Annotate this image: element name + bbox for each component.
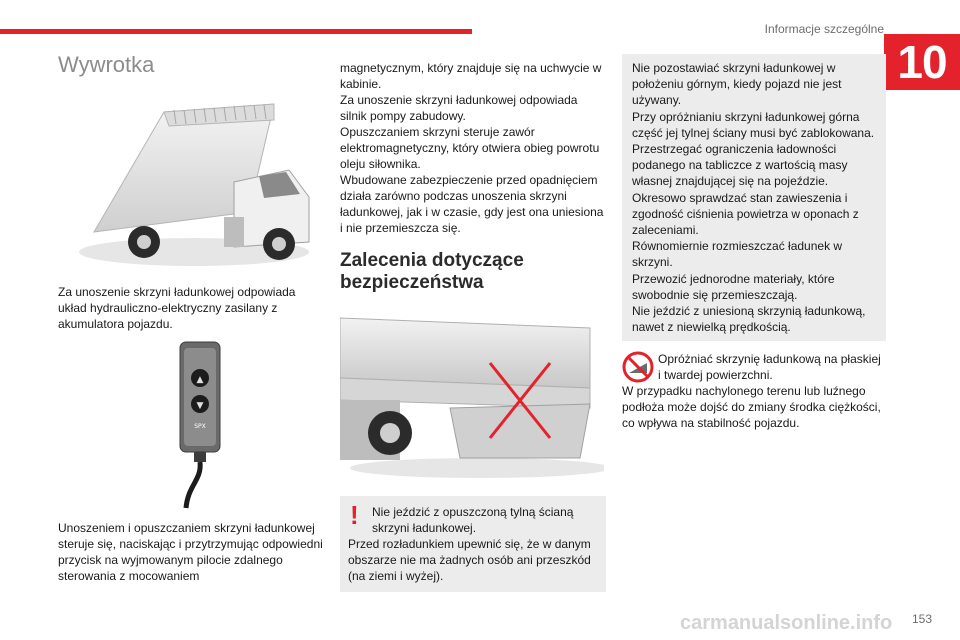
watermark: carmanualsonline.info xyxy=(680,612,893,634)
column-2 xyxy=(340,60,606,592)
page-number: 153 xyxy=(911,612,932,626)
safety-info-box xyxy=(622,54,886,341)
page-title: Wywrotka xyxy=(58,52,155,77)
eco-note xyxy=(622,351,886,431)
eco-text-1: Opróżniać skrzynię ładunkową na płaskiej i twardej powierzchni. xyxy=(658,352,881,383)
warning-box xyxy=(340,496,606,592)
usage-paragraph: Unoszeniem i opuszczaniem skrzyni ładunkowej steruje się, naciskając i przytrzymując odpowiedni przycisk na wyjmowanym pilocie zdalnego sterowania z mocowaniem xyxy=(58,521,323,583)
safety-info-text: Nie pozostawiać skrzyni ładunkowej w położeniu górnym, kiedy pojazd nie jest używany. Przy opróżnianiu skrzyni ładunkowej górna część jej tylnej ściany musi być zablokowana. Przestrzegać ograniczenia ładowności podanego na tabliczce z wartością masy własnej znajdującej się na pojeździe. Okresowo sprawdzać stan zawieszenia i zgodność ciśnienia powietrza w oponach z zaleceniami. Równomiernie rozmieszczać ładunek w skrzyni. Przewozić jednorodne materiały, które swobodnie się przemieszczają. Nie jeździć z uniesioną skrzynią ładunkową, nawet z niewielką prędkością. xyxy=(632,61,875,335)
intro-paragraph: Za unoszenie skrzyni ładunkowej odpowiada układ hydrauliczno-elektryczny zasilany z akumulatora pojazdu. xyxy=(58,285,296,331)
warning-text-1: Nie jeździć z opuszczoną tylną ścianą skrzyni ładunkowej. xyxy=(372,505,574,535)
no-slope-icon xyxy=(622,351,654,383)
safety-heading: Zalecenia dotyczące bezpieczeństwa xyxy=(340,250,524,293)
tipper-truck-illustration xyxy=(74,92,314,272)
warning-exclamation-icon: ! xyxy=(350,500,359,530)
section-title: Informacje szczególne xyxy=(764,22,884,36)
remote-brand-label: SPX xyxy=(194,423,206,430)
column-3 xyxy=(622,54,886,431)
svg-text:▼: ▼ xyxy=(196,401,204,411)
warning-text-2: Przed rozładunkiem upewnić się, że w danym obszarze nie ma żadnych osób ani przeszkód (na ziemi i wyżej). xyxy=(348,537,591,583)
column-1 xyxy=(58,52,324,584)
eco-text-2: W przypadku nachylonego terenu lub luźnego podłoża może dojść do zmiany środka ciężkości, co wpływa na stabilność pojazdu. xyxy=(622,384,881,431)
svg-text:▲: ▲ xyxy=(196,375,204,385)
continued-paragraph: magnetycznym, który znajduje się na uchwycie w kabinie. Za unoszenie skrzyni ładunkowej odpowiada silnik pompy zabudowy. Opuszczaniem skrzyni steruje zawór elektromagnetyczny, który otwiera obieg powrotu oleju siłownika. Wbudowane zabezpieczenie przed opadnięciem działa zarówno podczas unoszenia skrzyni ładunkowej, jak i w czasie, gdy jest ona uniesiona i nie przemieszcza się. xyxy=(340,61,604,235)
open-tailgate-warning-illustration xyxy=(340,308,604,478)
chapter-number-tab: 10 xyxy=(884,34,960,90)
remote-control-illustration xyxy=(168,340,238,510)
header-accent-bar xyxy=(0,29,472,34)
